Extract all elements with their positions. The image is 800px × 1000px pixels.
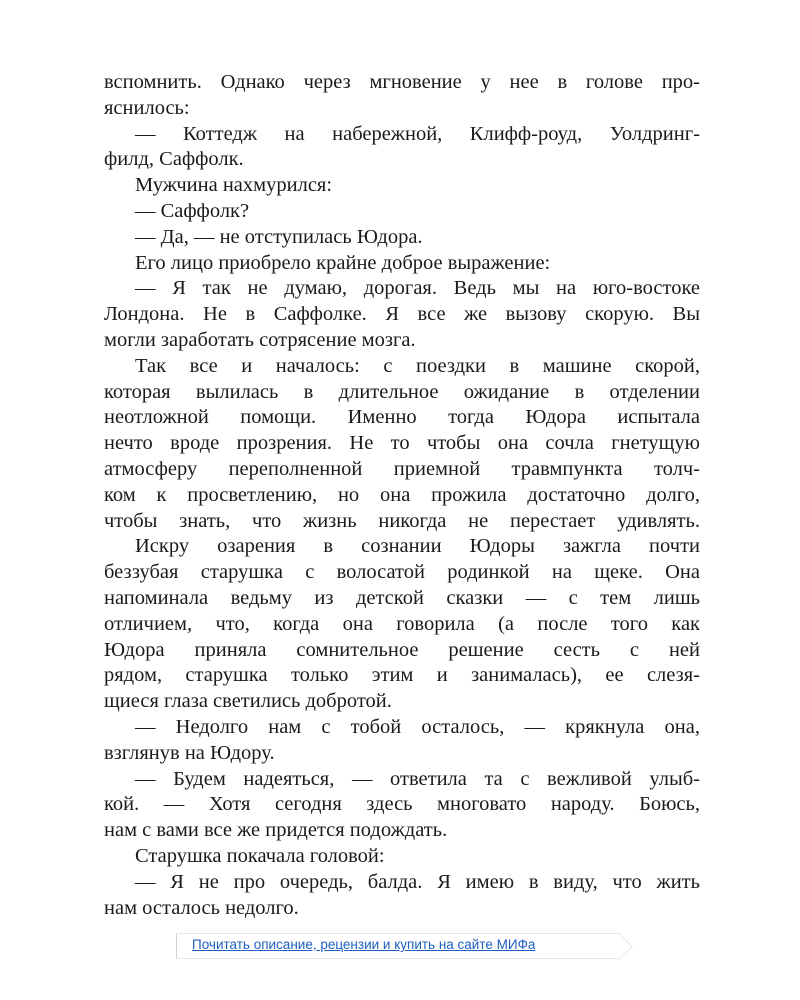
- text-line: неотложной помощи. Именно тогда Юдора испытала: [104, 406, 700, 429]
- text-line: филд, Саффолк.: [104, 148, 244, 171]
- text-line: которая вылилась в длительное ожидание в отделении: [104, 380, 700, 403]
- text-line: вспомнить. Однако через мгновение у нее в голове про-: [104, 71, 700, 93]
- book-page-text: [104, 70, 700, 921]
- buy-on-mif-link[interactable]: Почитать описание, рецензии и купить на сайте МИФа: [192, 937, 536, 952]
- text-line: взглянув на Юдору.: [104, 741, 275, 764]
- text-line: нечто вроде прозрения. Не то чтобы она сочла гнетущую: [104, 432, 700, 455]
- text-line: нам с вами все же придется подождать.: [104, 819, 448, 842]
- text-line: кой. — Хотя сегодня здесь многовато народу. Боюсь,: [104, 793, 700, 816]
- text-line: яснилось:: [104, 96, 190, 119]
- text-line: Старушка покачала головой:: [135, 844, 385, 867]
- text-line: нам осталось недолго.: [104, 896, 299, 919]
- text-line: могли заработать сотрясение мозга.: [104, 328, 416, 351]
- footer-link-banner[interactable]: [176, 933, 620, 959]
- text-line: чтобы знать, что жизнь никогда не перестает удивлять.: [104, 509, 700, 532]
- text-line: щиеся глаза светились добротой.: [104, 690, 392, 713]
- text-line: ком к просветлению, но она прожила достаточно долго,: [104, 483, 700, 506]
- text-line: — Да, — не отступилась Юдора.: [135, 225, 423, 248]
- text-line: — Саффолк?: [135, 199, 250, 222]
- text-line: рядом, старушка только этим и занималась), ее слезя-: [104, 664, 700, 687]
- text-line: Искру озарения в сознании Юдоры зажгла почти: [135, 535, 700, 558]
- text-line: беззубая старушка с волосатой родинкой на щеке. Она: [104, 561, 700, 584]
- text-line: напоминала ведьму из детской сказки — с тем лишь: [104, 586, 700, 609]
- text-line: Мужчина нахмурился:: [135, 174, 333, 197]
- text-line: Лондона. Не в Саффолке. Я все же вызову скорую. Вы: [104, 303, 700, 326]
- text-line: Юдора приняла сомнительное решение сесть с ней: [104, 638, 700, 661]
- text-line: атмосферу переполненной приемной травмпункта толч-: [104, 457, 700, 480]
- text-line: — Коттедж на набережной, Клифф-роуд, Уолдринг-: [135, 122, 700, 145]
- text-line: Так все и началось: с поездки в машине скорой,: [135, 354, 700, 377]
- text-line: — Будем надеяться, — ответила та с вежливой улыб-: [135, 767, 700, 790]
- text-line: Его лицо приобрело крайне доброе выражение:: [135, 251, 551, 274]
- text-line: — Недолго нам с тобой осталось, — крякнула она,: [135, 715, 700, 738]
- text-line: отличием, что, когда она говорила (а после того как: [104, 612, 700, 635]
- text-line: — Я так не думаю, дорогая. Ведь мы на юго-востоке: [135, 277, 700, 300]
- text-line: — Я не про очередь, балда. Я имею в виду, что жить: [135, 870, 700, 893]
